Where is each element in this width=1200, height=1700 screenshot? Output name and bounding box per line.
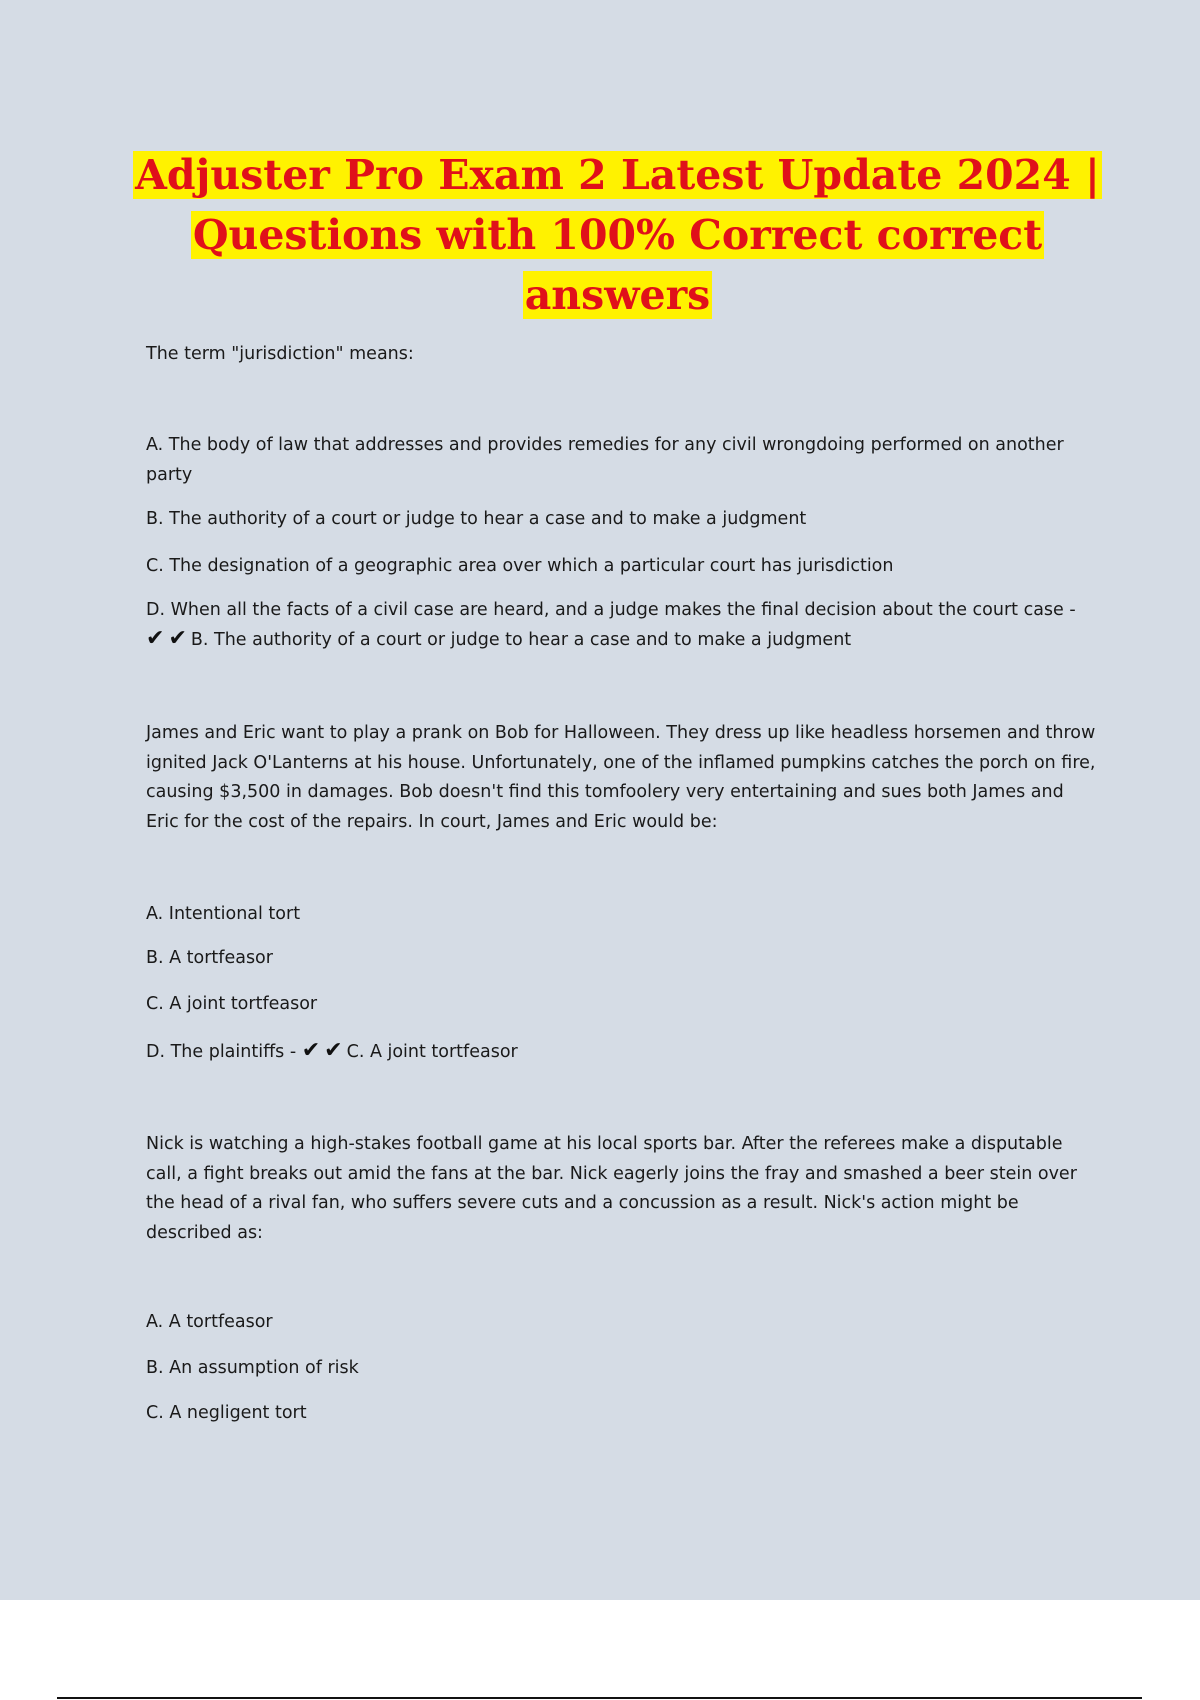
checkmark-icon: ✔ bbox=[301, 1038, 323, 1063]
question-1-option-c: C. The designation of a geographic area over which a particular court has jurisdiction bbox=[146, 556, 894, 576]
title-line-2: Questions with 100% Correct correct bbox=[192, 211, 1043, 259]
question-1-option-d-text: D. When all the facts of a civil case are heard, and a judge makes the final decision about the court case - bbox=[146, 600, 1076, 620]
question-2-option-d-text: D. The plaintiffs - bbox=[146, 1042, 297, 1062]
question-1-answer: B. The authority of a court or judge to hear a case and to make a judgment bbox=[190, 629, 852, 650]
question-2-option-d bbox=[146, 1038, 1096, 1068]
checkmark-icon: ✔ bbox=[324, 1038, 345, 1063]
question-1-prompt: The term "jurisdiction" means: bbox=[146, 344, 414, 364]
document-title bbox=[60, 145, 1175, 325]
checkmark-icon: ✔ bbox=[146, 625, 167, 651]
checkmark-icon: ✔ bbox=[168, 625, 189, 651]
question-2-prompt: James and Eric want to play a prank on Bob for Halloween. They dress up like headless horsemen and throw ignited Jack O'Lanterns at his house. Unfortunately, one of the inflamed pumpkins catches the porch on fire, causing $3,500 in damages. Bob doesn't find this tomfoolery very entertaining and sues both James and Eric for the cost of the repairs. In court, James and Eric would be: bbox=[146, 723, 1096, 832]
question-2-option-b: B. A tortfeasor bbox=[146, 948, 273, 968]
question-2-answer: C. A joint tortfeasor bbox=[346, 1042, 518, 1062]
question-1-option-b: B. The authority of a court or judge to hear a case and to make a judgment bbox=[146, 509, 807, 529]
question-3-option-c: C. A negligent tort bbox=[146, 1403, 307, 1423]
question-3-option-b: B. An assumption of risk bbox=[146, 1358, 359, 1378]
question-1-option-a: A. The body of law that addresses and provides remedies for any civil wrongdoing performed on another party bbox=[146, 435, 1064, 485]
question-3-prompt: Nick is watching a high-stakes football game at his local sports bar. After the referees make a disputable call, a fight breaks out amid the fans at the bar. Nick eagerly joins the fray and smashed a beer stein over the head of a rival fan, who suffers severe cuts and a concussion as a result. Nick's action might be described as: bbox=[146, 1134, 1077, 1243]
question-1-option-d bbox=[146, 596, 1096, 655]
footer-divider bbox=[57, 1697, 1142, 1699]
question-3-option-a: A. A tortfeasor bbox=[146, 1312, 273, 1332]
question-2-option-a: A. Intentional tort bbox=[146, 904, 301, 924]
question-2-option-c: C. A joint tortfeasor bbox=[146, 994, 318, 1014]
title-line-1: Adjuster Pro Exam 2 Latest Update 2024 | bbox=[135, 151, 1100, 199]
title-line-3: answers bbox=[524, 271, 711, 319]
